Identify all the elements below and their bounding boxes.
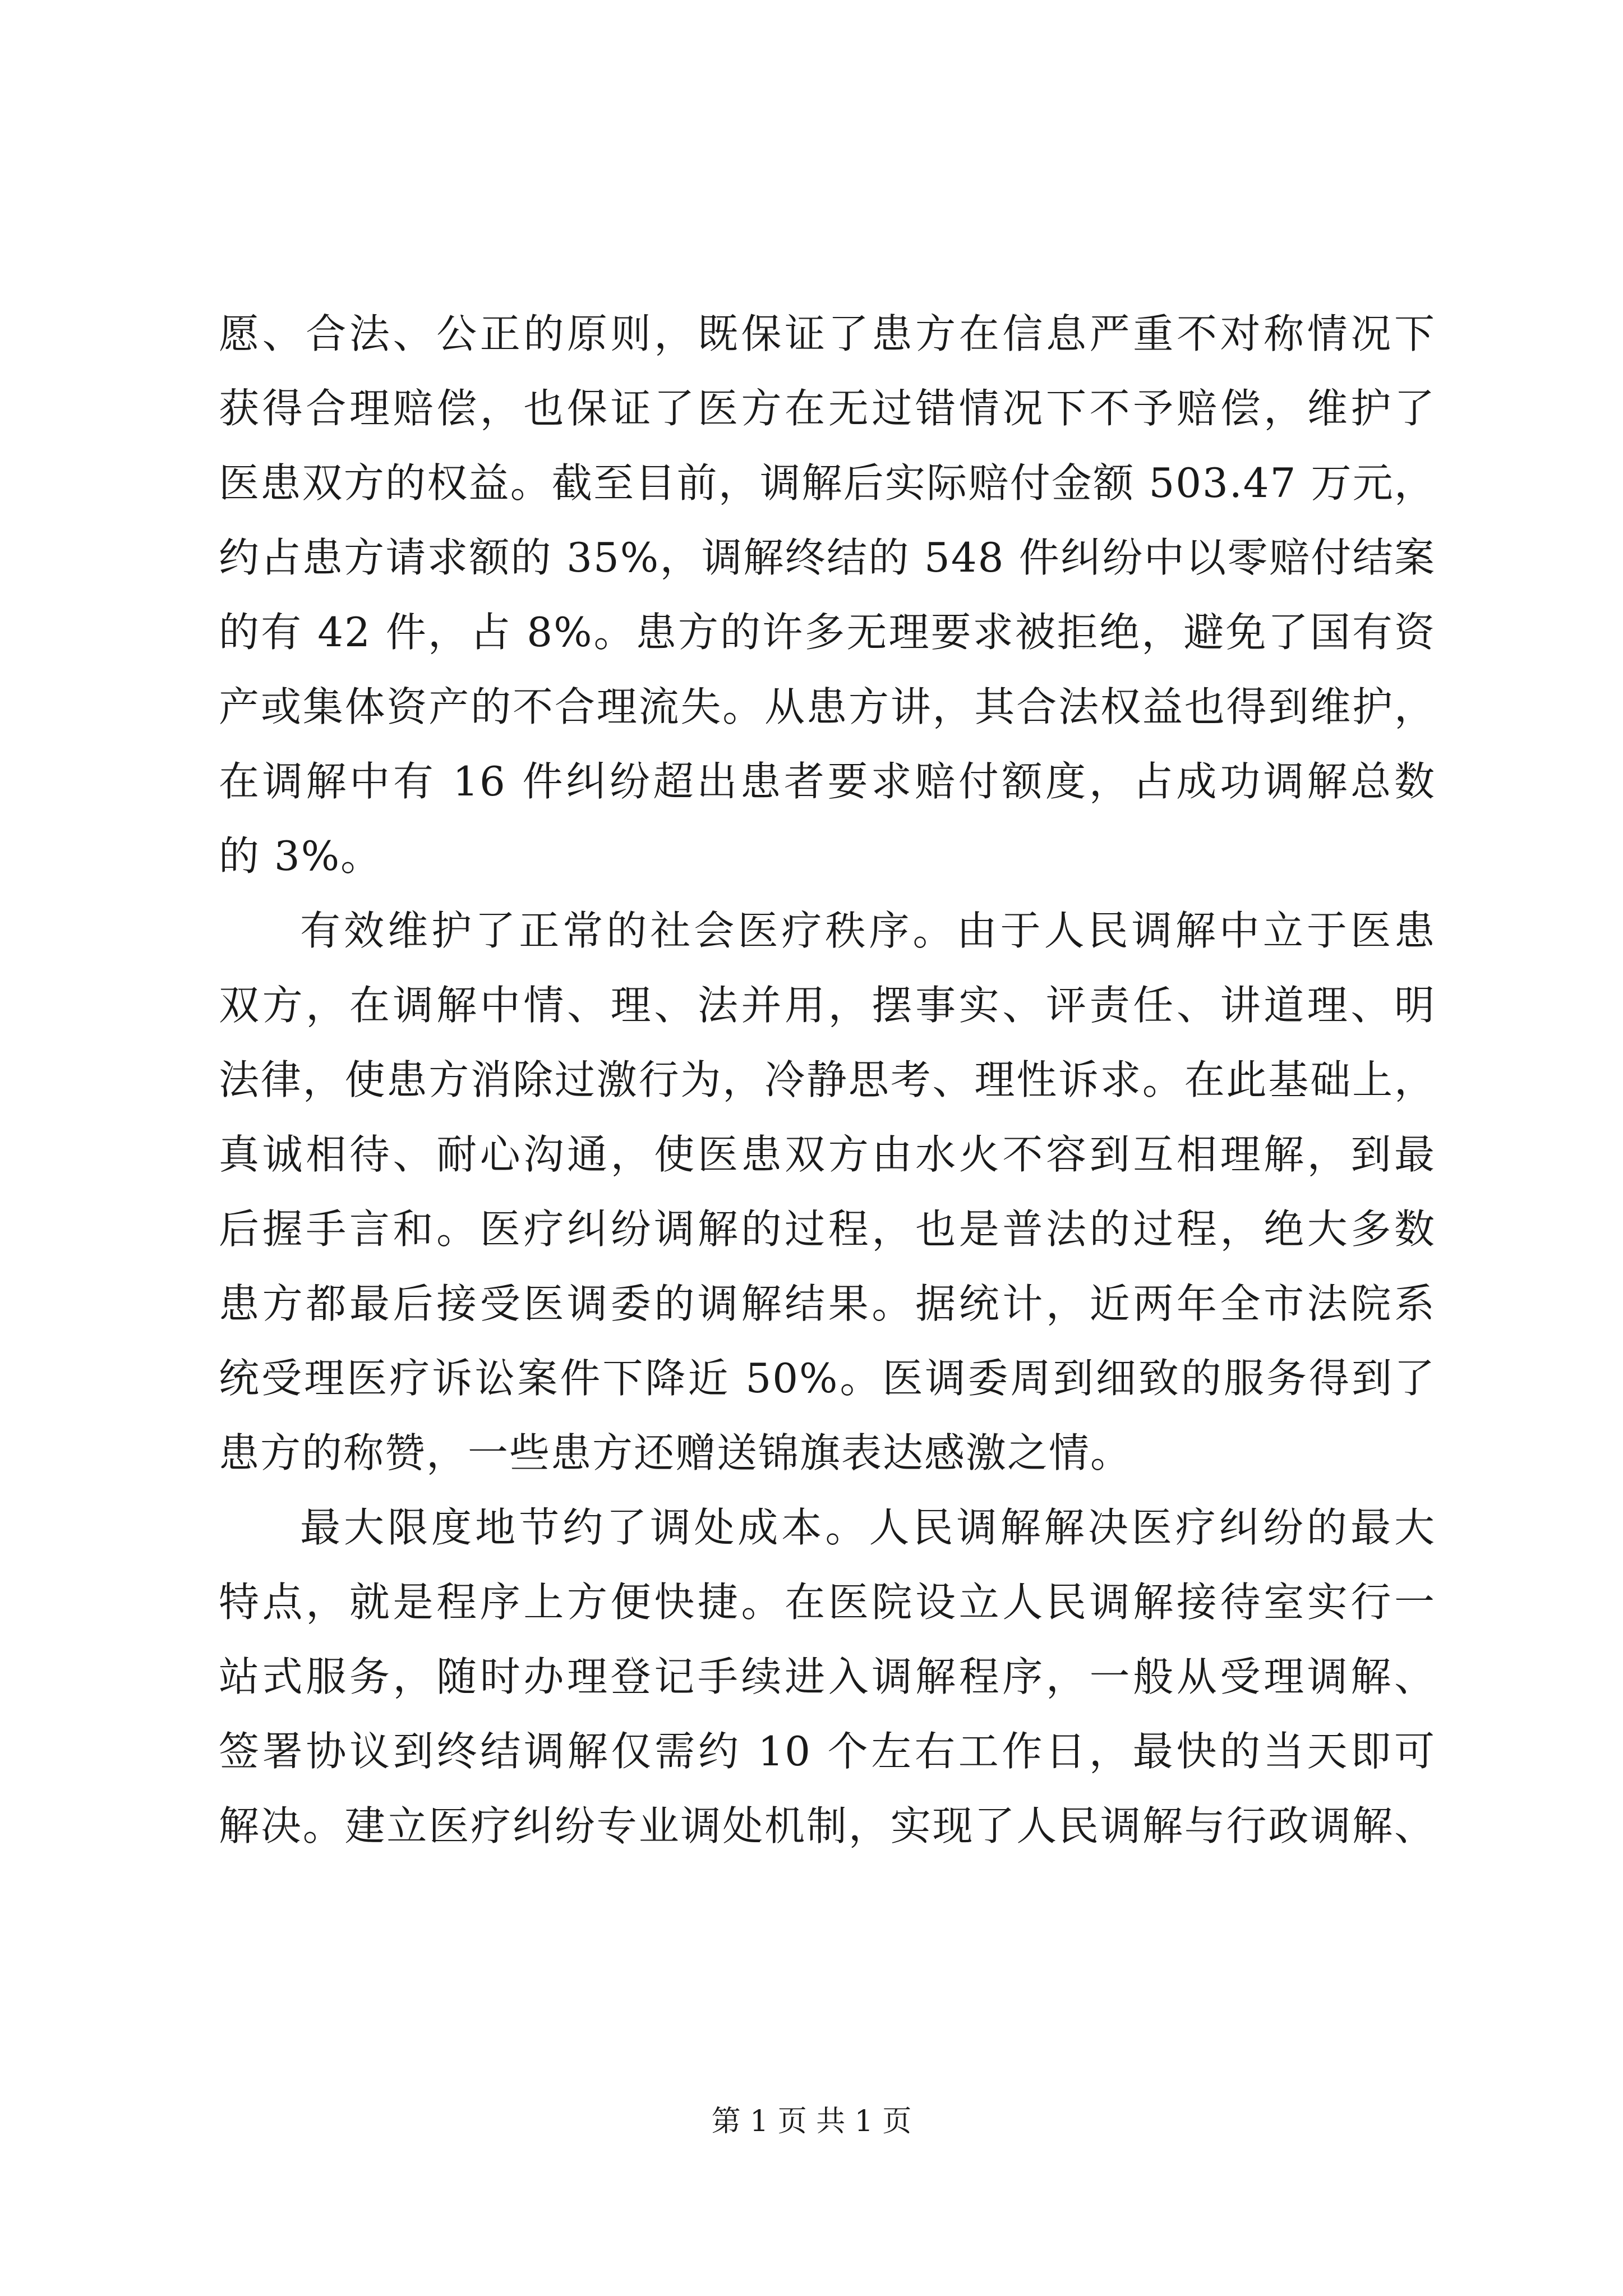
text-line: 双方，在调解中情、理、法并用，摆事实、评责任、讲道理、明 <box>219 982 1436 1029</box>
text-line: 真诚相待、耐心沟通，使医患双方由水火不容到互相理解，到最 <box>219 1131 1436 1178</box>
text-line: 的 3%。 <box>219 832 382 880</box>
text-line: 医患双方的权益。截至目前，调解后实际赔付金额 503.47 万元， <box>219 459 1436 507</box>
paragraph-start-line: 有效维护了正常的社会医疗秩序。由于人民调解中立于医患 <box>300 907 1436 954</box>
text-line: 在调解中有 16 件纠纷超出患者要求赔付额度，占成功调解总数 <box>219 758 1436 805</box>
text-line: 愿、合法、公正的原则，既保证了患方在信息严重不对称情况下 <box>219 310 1436 357</box>
text-line: 约占患方请求额的 35%，调解终结的 548 件纠纷中以零赔付结案 <box>219 534 1436 581</box>
text-line: 获得合理赔偿，也保证了医方在无过错情况下不予赔偿，维护了 <box>219 385 1436 432</box>
text-line: 统受理医疗诉讼案件下降近 50%。医调委周到细致的服务得到了 <box>219 1355 1436 1402</box>
text-line: 特点，就是程序上方便快捷。在医院设立人民调解接待室实行一 <box>219 1579 1436 1626</box>
text-line: 法律，使患方消除过激行为，冷静思考、理性诉求。在此基础上， <box>219 1056 1436 1103</box>
text-line: 签署协议到终结调解仅需约 10 个左右工作日，最快的当天即可 <box>219 1728 1436 1775</box>
text-line: 患方的称赞，一些患方还赠送锦旗表达感激之情。 <box>219 1429 1132 1476</box>
text-line: 患方都最后接受医调委的调解结果。据统计，近两年全市法院系 <box>219 1280 1436 1327</box>
page-footer: 第 1 页 共 1 页 <box>711 2105 912 2138</box>
paragraph-start-line: 最大限度地节约了调处成本。人民调解解决医疗纠纷的最大 <box>300 1504 1436 1551</box>
text-line: 解决。建立医疗纠纷专业调处机制，实现了人民调解与行政调解、 <box>219 1802 1436 1849</box>
text-line: 产或集体资产的不合理流失。从患方讲，其合法权益也得到维护， <box>219 683 1436 730</box>
text-line: 站式服务，随时办理登记手续进入调解程序，一般从受理调解、 <box>219 1653 1436 1700</box>
text-line: 的有 42 件，占 8%。患方的许多无理要求被拒绝，避免了国有资 <box>219 609 1436 656</box>
text-line: 后握手言和。医疗纠纷调解的过程，也是普法的过程，绝大多数 <box>219 1205 1436 1253</box>
